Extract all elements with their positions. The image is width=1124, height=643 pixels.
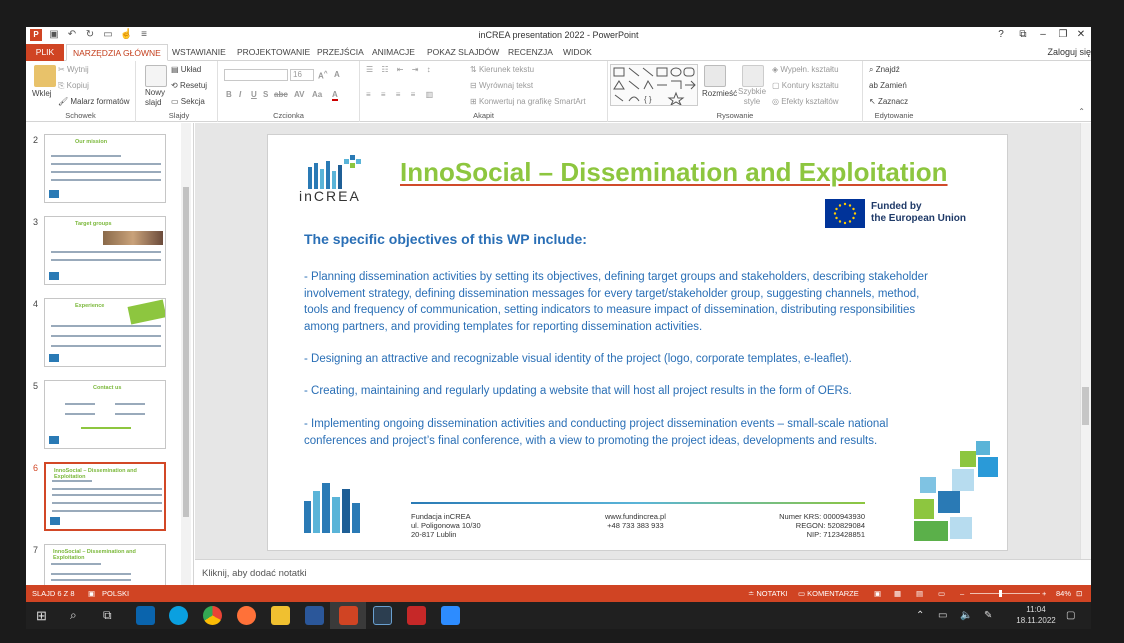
bold-button[interactable]: B [226,90,232,99]
char-spacing-button[interactable]: AV [294,90,305,99]
paste-icon[interactable] [34,65,56,87]
thumb-text-line [51,335,161,337]
editing-group [863,61,925,122]
zoom-level[interactable]: 84% [1056,589,1072,598]
chrome-icon[interactable] [203,606,222,625]
thumb-number: 4 [33,299,39,309]
new-slide-label-1: Nowy [145,88,166,97]
slide-thumbnail-selected[interactable] [44,462,166,531]
slide-thumbnail[interactable] [44,544,166,588]
footer-nip: NIP: 7123428851 [806,530,865,539]
thumb-text-line [52,494,162,496]
new-slide-icon[interactable] [145,65,167,87]
objectives-heading[interactable]: The specific objectives of this WP include: [304,231,587,247]
thumb-text-line [65,403,95,405]
app-icon[interactable] [373,606,392,625]
notes-placeholder[interactable]: Kliknij, aby dodać notatki [202,568,307,579]
slide-thumbnail[interactable] [44,298,166,367]
spellcheck-icon[interactable]: ▣ [88,589,96,598]
sign-in-link[interactable]: Zaloguj się [1047,47,1091,57]
save-icon[interactable]: ▣ [49,29,59,40]
thumb-photo [103,231,163,245]
slides-group-label: Slajdy [168,111,190,120]
skype-icon[interactable] [169,606,188,625]
reset-button[interactable]: ⟲ Resetuj [171,81,208,90]
restore-button[interactable]: ❐ [1058,29,1068,40]
reading-view-icon[interactable]: ▤ [916,589,924,598]
status-bar [26,585,1091,602]
footer-contact [605,512,666,530]
thumb-text-line [52,480,92,482]
powerpoint-window [26,27,1091,602]
format-painter-button[interactable]: 🖌 Malarz formatów [58,97,130,106]
align-text-label: Wyrównaj tekst [478,81,534,90]
footer-website: www.fundincrea.pl [605,512,666,521]
replace-button[interactable]: ab Zamień [869,81,907,90]
ribbon-display-icon[interactable]: ⧉ [1019,29,1027,40]
clock-time: 11:04 [1026,605,1046,614]
footer-krs: Numer KRS: 0000943930 [779,512,865,521]
thumb-logo [50,517,60,525]
section-button[interactable]: ▭ Sekcja [171,97,205,106]
footer-street: ul. Poligonowa 10/30 [411,521,481,530]
footer-phone: +48 733 383 933 [607,521,664,530]
outlook-icon[interactable] [136,606,155,625]
volume-icon[interactable]: 🔈 [960,610,973,621]
drawing-group-label: Rysowanie [716,111,754,120]
thumb-logo [49,354,59,362]
thumb-text-line [51,573,131,575]
window-title: inCREA presentation 2022 - PowerPoint [478,30,639,40]
thumbnails-scrollbar-thumb[interactable] [183,187,189,517]
italic-button[interactable]: I [239,90,242,99]
thumb-text-line [52,502,162,504]
collapse-ribbon-icon[interactable]: ⌃ [1078,107,1085,116]
search-icon[interactable]: ⌕ [70,608,77,622]
thumb-text-line [51,259,161,261]
acrobat-icon[interactable] [407,606,426,625]
text-direction-button[interactable]: ⇅ Kierunek tekstu [470,65,535,74]
font-name-combo[interactable] [224,69,288,81]
align-buttons[interactable]: ≡ ≡ ≡ ≡ ▥ [366,90,438,99]
increa-logo-graphic [306,153,376,191]
notifications-icon[interactable]: ▢ [1066,610,1076,621]
thumb-title: Contact us [93,385,122,391]
align-text-button[interactable]: ⊟ Wyrównaj tekst [470,81,534,90]
footer-org: Fundacja inCREA [411,512,471,521]
thumb-text-line [52,510,162,512]
thumb-text-line [51,563,101,565]
select-button[interactable]: ↖ Zaznacz [869,97,909,106]
zoom-slider-thumb[interactable] [999,590,1002,597]
footer-registration [770,512,865,539]
paste-button[interactable]: Wklej [32,89,52,98]
thumb-title: InnoSocial – Dissemination and Exploitation [53,549,136,561]
font-color-button[interactable]: A [332,90,338,99]
clipboard-group-label: Schowek [65,111,96,120]
redo-icon[interactable]: ↻ [85,29,95,40]
thumb-text-line [51,325,161,327]
thumb-title: Target groups [75,221,112,227]
copy-label: Kopiuj [66,81,89,90]
notes-label: NOTATKI [756,589,788,598]
editor-scrollbar-thumb[interactable] [1082,387,1089,425]
cut-label: Wytnij [66,65,89,74]
cut-button[interactable]: ✂ Wytnij [58,65,89,74]
funded-by-eu-text [871,201,966,225]
zoom-out-button[interactable]: – [960,589,965,598]
shapes-gallery-icons [611,65,697,105]
slide-thumbnail[interactable] [44,216,166,285]
shape-fill-button[interactable]: ◈ Wypełn. kształtu [772,65,839,74]
thumb-text-line [115,413,145,415]
normal-view-icon[interactable]: ▣ [874,589,882,598]
title-bar [26,27,1091,44]
funded-by-line: Funded by [871,201,922,212]
slideshow-view-icon[interactable]: ▭ [938,589,946,598]
footer-city: 20-817 Lublin [411,530,457,539]
drawing-group [608,61,863,122]
slideshow-icon[interactable]: ▭ [103,29,113,40]
quick-styles-button[interactable] [738,87,766,107]
slide-sorter-icon[interactable]: ▦ [894,589,902,598]
minimize-button[interactable]: – [1040,29,1046,40]
thumb-green-banner [128,299,166,324]
thumb-title: Experience [75,303,105,309]
arrange-button[interactable]: Rozmieść [702,89,738,98]
close-button[interactable]: ✕ [1076,29,1086,40]
file-explorer-icon[interactable] [271,606,290,625]
tab-home[interactable]: NARZĘDZIA GŁÓWNE [66,44,168,61]
objective-paragraph[interactable]: - Planning dissemination activities by setting its objectives, defining target groups and stakeholders, describing stakeholder involvement strategy, defining dissemination messages for every target/stakeholder group, suggesting channels, method, tools and frequency of communication, setting indicators to measure impact of dissemination, distributing responsibilities among partners, and providing templates for reporting dissemination activities. [304,271,928,333]
notes-button[interactable]: ≐ NOTATKI [748,589,788,598]
shape-outline-button[interactable]: ▢ Kontury kształtu [772,81,839,90]
paragraph-group-label: Akapit [473,111,494,120]
powerpoint-app-icon[interactable]: P [30,29,42,41]
shrink-font-icon[interactable]: A [334,70,340,79]
editor-scrollbar[interactable] [1080,123,1091,559]
font-size-value: 16 [293,70,302,79]
thumb-text-line [51,179,161,181]
windows-taskbar [26,602,1091,629]
undo-icon[interactable]: ↶ [67,29,77,40]
shape-outline-label: Kontury kształtu [781,81,839,90]
thumb-number: 2 [33,135,39,145]
section-label: Sekcja [180,97,205,106]
thumb-title: InnoSocial – Dissemination and Exploitation [54,468,137,480]
tab-animations[interactable]: ANIMACJE [372,47,415,57]
shape-effects-button[interactable]: ◎ Efekty kształtów [772,97,839,106]
thumb-text-line [51,579,131,581]
eu-line: the European Union [871,213,966,224]
thumb-logo [49,436,59,444]
tab-slideshow[interactable]: POKAZ SLAJDÓW [427,47,500,57]
fit-to-window-icon[interactable]: ⊡ [1076,589,1083,598]
zoom-in-button[interactable]: + [1042,589,1047,598]
underline-button[interactable]: U [251,90,257,99]
new-slide-label-2: slajd [145,98,162,107]
zoom-app-icon[interactable] [441,606,460,625]
ribbon [26,61,1091,122]
font-group [218,61,360,122]
footer-logo-graphic [304,483,364,535]
ribbon-tabs [26,44,1091,61]
select-label: Zaznacz [877,97,909,106]
editing-group-label: Edytowanie [874,111,914,120]
shapes-gallery[interactable] [610,64,698,106]
tab-view[interactable]: WIDOK [563,47,592,57]
thumb-text-line [51,155,121,157]
thumb-text-line [51,171,161,173]
battery-icon[interactable]: ▭ [938,610,948,621]
new-slide-button[interactable] [145,88,165,108]
eu-flag-logo [825,199,865,228]
clock-date: 18.11.2022 [1016,616,1056,625]
thumb-text-line [51,163,161,165]
objective-paragraph[interactable]: - Designing an attractive and recognizable visual identity of the project (logo, corporate templates, e-leaflet). [304,353,852,365]
footer-address [411,512,481,539]
text-direction-label: Kierunek tekstu [478,65,535,74]
objective-paragraph[interactable]: - Implementing ongoing dissemination activities and conducting project dissemination events – small-scale national conferences and project’s final conference, with a view to promoting the project ideas, developments and results. [304,418,889,447]
shape-fill-label: Wypełn. kształtu [780,65,839,74]
notes-pane[interactable] [195,559,1091,588]
list-buttons[interactable]: ☰ ☷ ⇤ ⇥ ↕ [366,65,434,74]
help-button[interactable]: ? [998,29,1004,40]
tab-file[interactable]: PLIK [26,44,64,61]
clipboard-group [26,61,136,122]
task-view-icon[interactable]: ⧉ [103,608,112,622]
quick-styles-icon[interactable] [742,65,764,87]
zoom-slider[interactable] [970,593,1040,594]
tab-transitions[interactable]: PRZEJŚCIA [317,47,364,57]
touch-mode-icon[interactable]: ☝ [120,29,133,40]
strikethrough-button[interactable]: abc [274,90,288,99]
font-group-label: Czcionka [273,111,304,120]
thumb-text-line [115,403,145,405]
copy-button[interactable]: ⎘ Kopiuj [58,81,89,90]
word-icon[interactable] [305,606,324,625]
footer-divider [411,502,865,504]
thumb-text-line [51,345,161,347]
language-indicator[interactable]: POLSKI [102,589,130,598]
thumb-text-line [51,251,161,253]
paragraph-group [360,61,608,122]
slide-counter: SLAJD 6 Z 8 [32,589,75,598]
thumb-text-line [81,427,131,429]
thumb-number: 5 [33,381,39,391]
find-label: Znajdź [875,65,900,74]
arrange-icon[interactable] [704,65,726,87]
quick-styles-label-2: style [743,97,761,106]
grow-font-icon[interactable]: A^ [318,70,328,81]
quick-styles-label-1: Szybkie [738,87,767,96]
svg-text:{ }: { } [644,95,652,104]
pen-icon[interactable]: ✎ [984,610,993,621]
font-size-combo[interactable] [290,69,314,81]
reset-label: Resetuj [179,81,208,90]
objective-paragraph[interactable]: - Creating, maintaining and regularly updating a website that will host all project results in the form of OERs. [304,385,852,397]
thumb-number: 6 [33,463,39,473]
clock[interactable] [1014,604,1058,626]
tab-design[interactable]: PROJEKTOWANIE [237,47,311,57]
change-case-button[interactable]: Aa [312,90,323,99]
shape-effects-label: Efekty kształtów [781,97,839,106]
thumb-logo [49,272,59,280]
tray-chevron-icon[interactable]: ⌃ [916,610,925,621]
comments-button[interactable]: ▭ KOMENTARZE [798,589,859,598]
find-button[interactable]: ⌕ Znajdź [869,65,900,74]
decorative-squares-graphic [912,441,1002,543]
footer-regon: REGON: 520829084 [795,521,865,530]
slide-canvas[interactable] [267,134,1008,551]
replace-label: Zamień [880,81,907,90]
comments-label: KOMENTARZE [807,589,859,598]
slide-thumbnail[interactable] [44,380,166,449]
customize-qat-icon[interactable]: ≡ [141,29,147,40]
slide-thumbnail[interactable] [44,134,166,203]
layout-button[interactable]: ▤ Układ [171,65,202,74]
thumb-text-line [65,413,95,415]
slides-group [141,61,218,122]
tab-review[interactable]: RECENZJA [508,47,553,57]
layout-label: Układ [180,65,202,74]
slide-thumbnails-pane [26,123,194,588]
thumb-title: Our mission [75,139,108,145]
smartart-label: Konwertuj na grafikę SmartArt [478,97,586,106]
firefox-icon[interactable] [237,606,256,625]
thumb-text-line [52,488,162,490]
thumb-number: 7 [33,545,39,555]
powerpoint-taskbar-icon[interactable] [339,606,358,625]
thumb-logo [49,190,59,198]
thumb-number: 3 [33,217,39,227]
increa-logo-text: inCREA [299,188,361,204]
tab-insert[interactable]: WSTAWIANIE [172,47,226,57]
slide-title[interactable]: InnoSocial – Dissemination and Exploitation [400,157,948,187]
windows-start-icon[interactable]: ⊞ [36,608,47,623]
smartart-button[interactable]: ⊞ Konwertuj na grafikę SmartArt [470,97,586,106]
format-painter-label: Malarz formatów [70,97,130,106]
shadow-button[interactable]: S [263,90,269,99]
